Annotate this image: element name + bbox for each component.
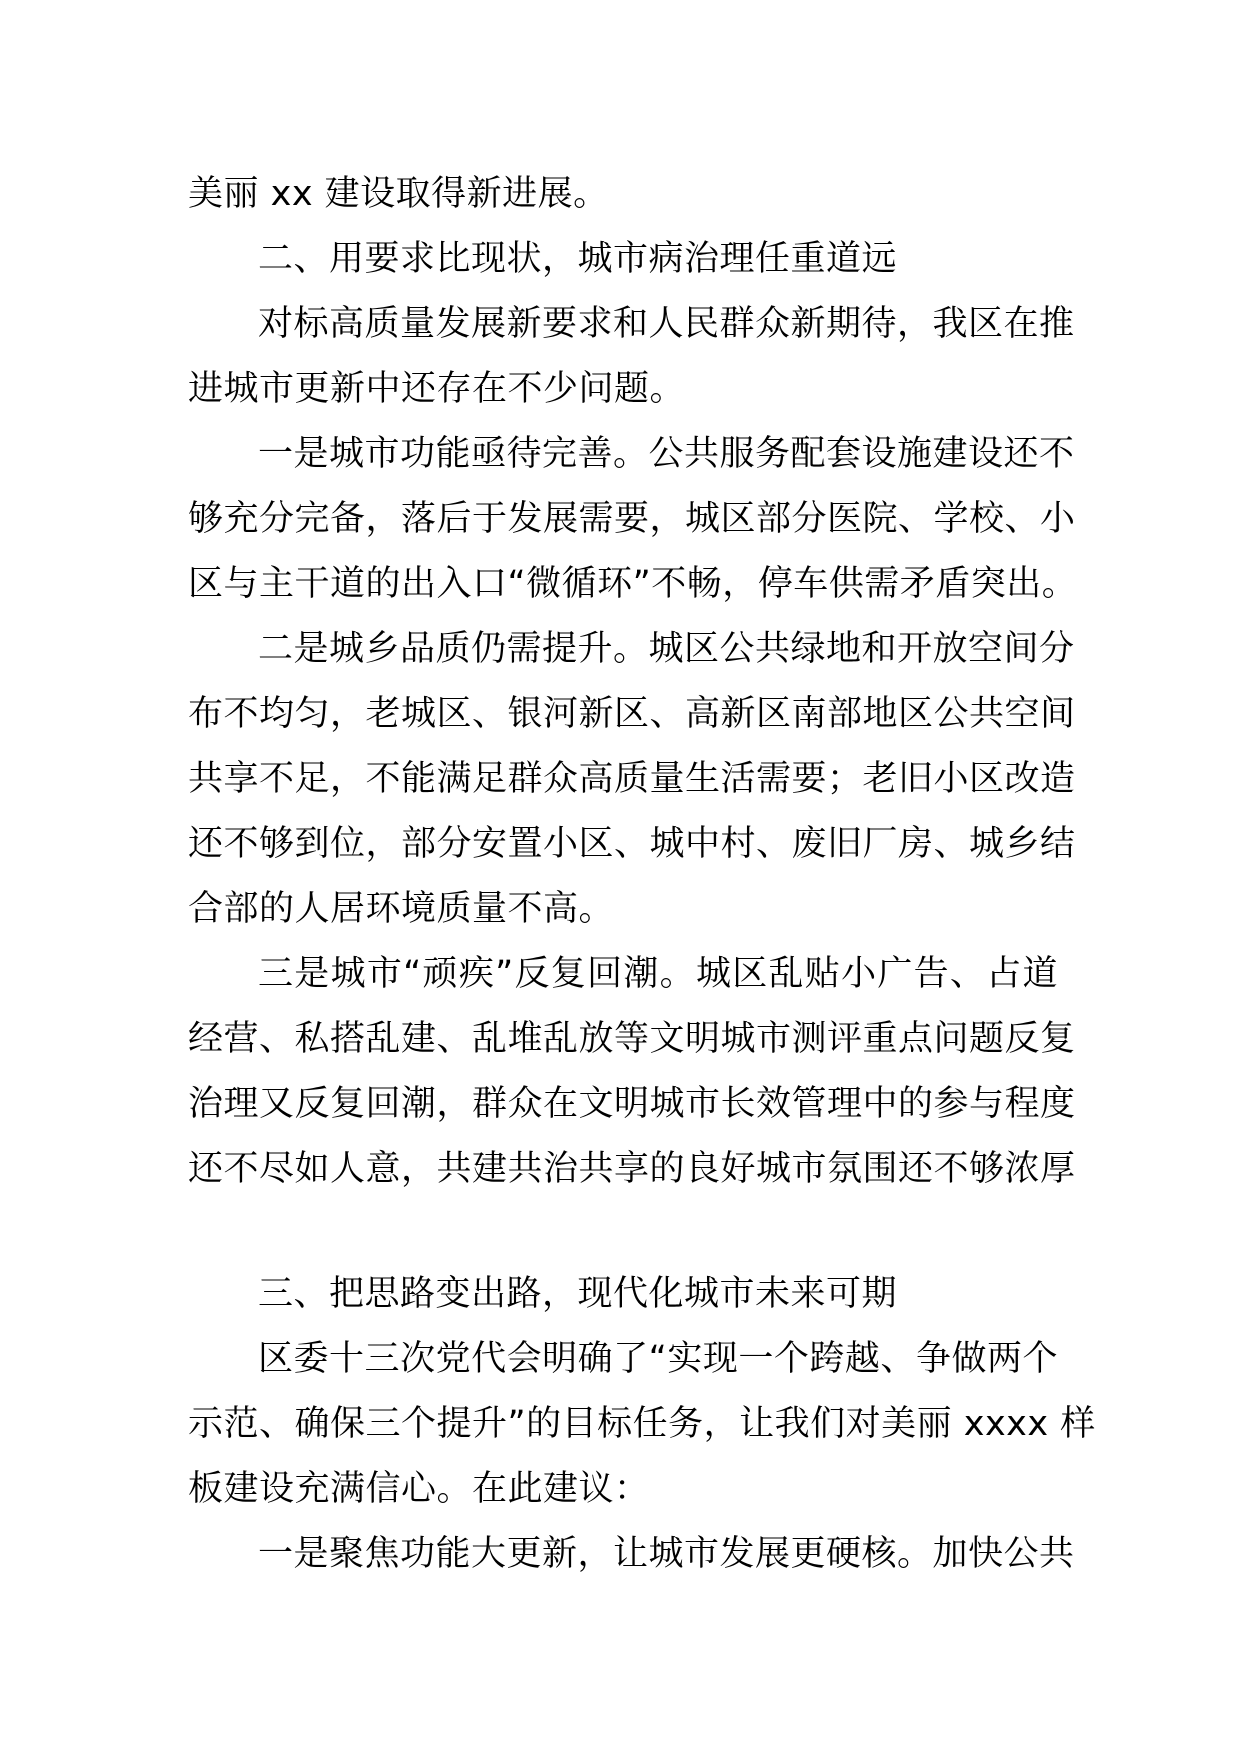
paragraph-line: 合部的人居环境质量不高。 <box>188 889 615 929</box>
paragraph-line: 一是城市功能亟待完善。公共服务配套设施建设还不 <box>258 434 1075 474</box>
paragraph-line: 布不均匀，老城区、银河新区、高新区南部地区公共空间 <box>188 694 1076 734</box>
paragraph-line: 一是聚焦功能大更新，让城市发展更硬核。加快公共 <box>258 1534 1075 1574</box>
paragraph-line: 区与主干道的出入口“微循环”不畅，停车供需矛盾突出。 <box>188 564 1078 604</box>
paragraph-line: 治理又反复回潮，群众在文明城市长效管理中的参与程度 <box>188 1084 1076 1124</box>
paragraph-spacer <box>188 1202 1058 1262</box>
paragraph-line: 区委十三次党代会明确了“实现一个跨越、争做两个 <box>258 1339 1058 1379</box>
paragraph-line: 对标高质量发展新要求和人民群众新期待，我区在推 <box>258 304 1075 344</box>
paragraph-line: 板建设充满信心。在此建议： <box>188 1469 650 1509</box>
paragraph-line: 还不够到位，部分安置小区、城中村、废旧厂房、城乡结 <box>188 824 1076 864</box>
section-heading: 二、用要求比现状，城市病治理任重道远 <box>258 239 898 279</box>
section-heading: 三、把思路变出路，现代化城市未来可期 <box>258 1274 898 1314</box>
document-body <box>188 162 1096 1587</box>
paragraph-line: 够充分完备，落后于发展需要，城区部分医院、学校、小 <box>188 499 1076 539</box>
paragraph-line: 经营、私搭乱建、乱堆乱放等文明城市测评重点问题反复 <box>188 1019 1076 1059</box>
paragraph-line: 共享不足，不能满足群众高质量生活需要；老旧小区改造 <box>188 759 1076 799</box>
paragraph-line: 还不尽如人意，共建共治共享的良好城市氛围还不够浓厚 <box>188 1149 1076 1189</box>
paragraph-line: 进城市更新中还存在不少问题。 <box>188 369 686 409</box>
paragraph-line: 二是城乡品质仍需提升。城区公共绿地和开放空间分 <box>258 629 1075 669</box>
paragraph-line: 美丽 xx 建设取得新进展。 <box>188 174 609 214</box>
paragraph-line: 三是城市“顽疾”反复回潮。城区乱贴小广告、占道 <box>258 954 1058 994</box>
paragraph-line: 示范、确保三个提升”的目标任务，让我们对美丽 xxxx 样 <box>188 1404 1096 1444</box>
